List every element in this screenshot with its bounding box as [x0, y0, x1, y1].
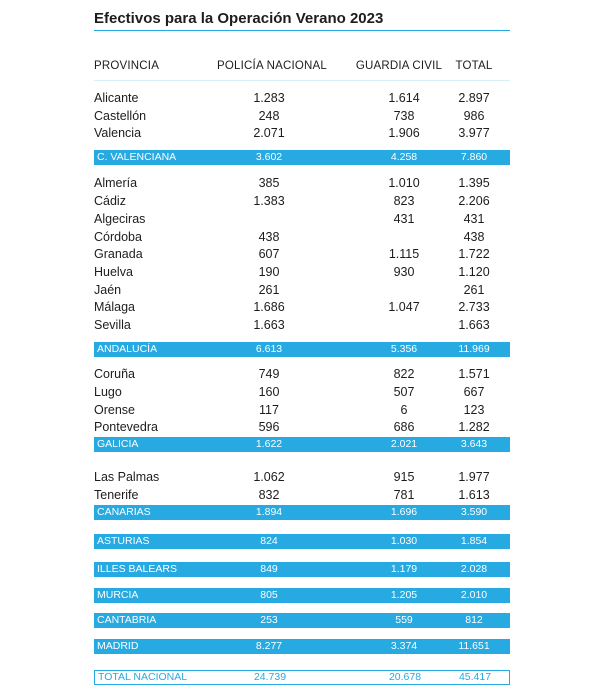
subtotal-row — [94, 150, 510, 165]
row-policia: 596 — [258, 420, 280, 434]
table-row — [94, 210, 510, 228]
national-total-row — [94, 670, 510, 685]
row-total: 1.395 — [458, 176, 490, 190]
row-total: 2.897 — [458, 91, 490, 105]
subtotal-guardia: 1.205 — [390, 589, 418, 601]
row-total: 3.977 — [458, 126, 490, 140]
subtotal-total: 1.854 — [460, 535, 488, 547]
row-province: Cádiz — [94, 194, 126, 208]
subtotal-policia: 1.894 — [255, 506, 283, 518]
row-guardia: 507 — [393, 385, 415, 399]
table-row — [94, 124, 510, 142]
subtotal-region: ASTURIAS — [97, 535, 150, 547]
subtotal-total: 812 — [465, 614, 483, 626]
row-province: Coruña — [94, 367, 135, 381]
row-total: 1.722 — [458, 247, 490, 261]
row-policia: 2.071 — [253, 126, 285, 140]
subtotal-policia: 849 — [260, 563, 278, 575]
row-guardia: 1.614 — [388, 91, 420, 105]
title-rule — [94, 30, 510, 31]
row-policia: 1.663 — [253, 318, 285, 332]
table-row — [94, 174, 510, 192]
row-guardia: 1.047 — [388, 300, 420, 314]
row-province: Castellón — [94, 109, 147, 123]
row-policia: 1.283 — [253, 91, 285, 105]
subtotal-guardia: 1.696 — [390, 506, 418, 518]
subtotal-total: 2.010 — [460, 589, 488, 601]
header-policia-nacional: POLICÍA NACIONAL — [217, 60, 327, 72]
subtotal-policia: 6.613 — [255, 343, 283, 355]
row-guardia: 781 — [393, 488, 415, 502]
row-province: Algeciras — [94, 212, 146, 226]
subtotal-row — [94, 639, 510, 654]
row-province: Granada — [94, 247, 143, 261]
subtotal-region: C. VALENCIANA — [97, 151, 177, 163]
subtotal-total: 7.860 — [460, 151, 488, 163]
subtotal-region: GALICIA — [97, 438, 139, 450]
row-total: 431 — [463, 212, 485, 226]
subtotal-region: MADRID — [97, 640, 139, 652]
row-policia: 1.383 — [253, 194, 285, 208]
row-policia: 1.686 — [253, 300, 285, 314]
row-province: Pontevedra — [94, 420, 158, 434]
row-total: 1.613 — [458, 488, 490, 502]
row-province: Valencia — [94, 126, 142, 140]
table-header — [94, 57, 510, 75]
row-policia: 160 — [258, 385, 280, 399]
row-guardia: 1.115 — [388, 247, 420, 261]
subtotal-policia: 3.602 — [255, 151, 283, 163]
row-province: Huelva — [94, 265, 133, 279]
subtotal-total: 11.969 — [458, 343, 490, 355]
table-row — [94, 89, 510, 107]
national-total-policia: 24.739 — [253, 671, 287, 683]
row-total: 261 — [463, 283, 485, 297]
row-province: Orense — [94, 403, 135, 417]
subtotal-guardia: 4.258 — [390, 151, 418, 163]
subtotal-policia: 8.277 — [255, 640, 283, 652]
header-separator — [94, 80, 510, 81]
row-guardia: 823 — [393, 194, 415, 208]
subtotal-policia: 824 — [260, 535, 278, 547]
subtotal-guardia: 559 — [395, 614, 413, 626]
row-province: Sevilla — [94, 318, 131, 332]
subtotal-guardia: 1.030 — [390, 535, 418, 547]
subtotal-row — [94, 534, 510, 549]
row-guardia: 930 — [393, 265, 415, 279]
row-total: 1.977 — [458, 470, 490, 484]
row-province: Alicante — [94, 91, 139, 105]
page-title: Efectivos para la Operación Verano 2023 — [94, 10, 384, 27]
table-row — [94, 418, 510, 436]
subtotal-total: 3.590 — [460, 506, 488, 518]
table-row — [94, 383, 510, 401]
row-province: Las Palmas — [94, 470, 160, 484]
subtotal-row — [94, 437, 510, 452]
table-row — [94, 107, 510, 125]
row-policia: 385 — [258, 176, 280, 190]
row-guardia: 738 — [393, 109, 415, 123]
table-row — [94, 468, 510, 486]
row-guardia: 915 — [393, 470, 415, 484]
row-guardia: 686 — [393, 420, 415, 434]
header-guardia-civil: GUARDIA CIVIL — [355, 60, 443, 72]
row-province: Tenerife — [94, 488, 139, 502]
row-province: Jaén — [94, 283, 122, 297]
subtotal-guardia: 3.374 — [390, 640, 418, 652]
row-guardia: 431 — [393, 212, 415, 226]
subtotal-policia: 253 — [260, 614, 278, 626]
row-province: Córdoba — [94, 230, 142, 244]
subtotal-row — [94, 588, 510, 603]
table-row — [94, 245, 510, 263]
row-policia: 749 — [258, 367, 280, 381]
table-row — [94, 316, 510, 334]
subtotal-row — [94, 562, 510, 577]
subtotal-region: CANARIAS — [97, 506, 151, 518]
row-total: 1.282 — [458, 420, 490, 434]
row-province: Almería — [94, 176, 138, 190]
subtotal-region: MURCIA — [97, 589, 139, 601]
subtotal-region: ILLES BALEARS — [97, 563, 177, 575]
subtotal-guardia: 5.356 — [390, 343, 418, 355]
row-policia: 438 — [258, 230, 280, 244]
header-total: TOTAL — [455, 60, 493, 72]
table-row — [94, 263, 510, 281]
header-provincia: PROVINCIA — [94, 60, 160, 72]
row-total: 986 — [463, 109, 485, 123]
row-guardia: 822 — [393, 367, 415, 381]
table-row — [94, 365, 510, 383]
row-province: Málaga — [94, 300, 135, 314]
subtotal-row — [94, 342, 510, 357]
row-policia: 261 — [258, 283, 280, 297]
table-row — [94, 298, 510, 316]
row-policia: 190 — [258, 265, 280, 279]
subtotal-row — [94, 505, 510, 520]
subtotal-row — [94, 613, 510, 628]
row-policia: 1.062 — [253, 470, 285, 484]
subtotal-total: 11.651 — [458, 640, 490, 652]
subtotal-guardia: 2.021 — [390, 438, 418, 450]
table-row — [94, 228, 510, 246]
row-total: 1.663 — [458, 318, 490, 332]
row-total: 1.120 — [458, 265, 490, 279]
row-policia: 607 — [258, 247, 280, 261]
row-total: 2.206 — [458, 194, 490, 208]
row-guardia: 1.010 — [388, 176, 420, 190]
subtotal-total: 2.028 — [460, 563, 488, 575]
row-total: 123 — [463, 403, 485, 417]
row-guardia: 6 — [400, 403, 408, 417]
table-row — [94, 281, 510, 299]
row-total: 667 — [463, 385, 485, 399]
national-total-label: TOTAL NACIONAL — [98, 671, 188, 683]
subtotal-guardia: 1.179 — [390, 563, 418, 575]
national-total-total: 45.417 — [458, 671, 492, 683]
subtotal-policia: 805 — [260, 589, 278, 601]
row-total: 438 — [463, 230, 485, 244]
table-row — [94, 401, 510, 419]
subtotal-region: CANTABRIA — [97, 614, 157, 626]
row-province: Lugo — [94, 385, 122, 399]
table-row — [94, 192, 510, 210]
table-row — [94, 486, 510, 504]
row-policia: 117 — [259, 403, 279, 417]
row-guardia: 1.906 — [388, 126, 420, 140]
row-total: 1.571 — [458, 367, 490, 381]
subtotal-policia: 1.622 — [255, 438, 283, 450]
row-policia: 248 — [258, 109, 280, 123]
subtotal-total: 3.643 — [460, 438, 488, 450]
national-total-guardia: 20.678 — [388, 671, 422, 683]
row-total: 2.733 — [458, 300, 490, 314]
subtotal-region: ANDALUCÍA — [97, 343, 158, 355]
row-policia: 832 — [258, 488, 280, 502]
